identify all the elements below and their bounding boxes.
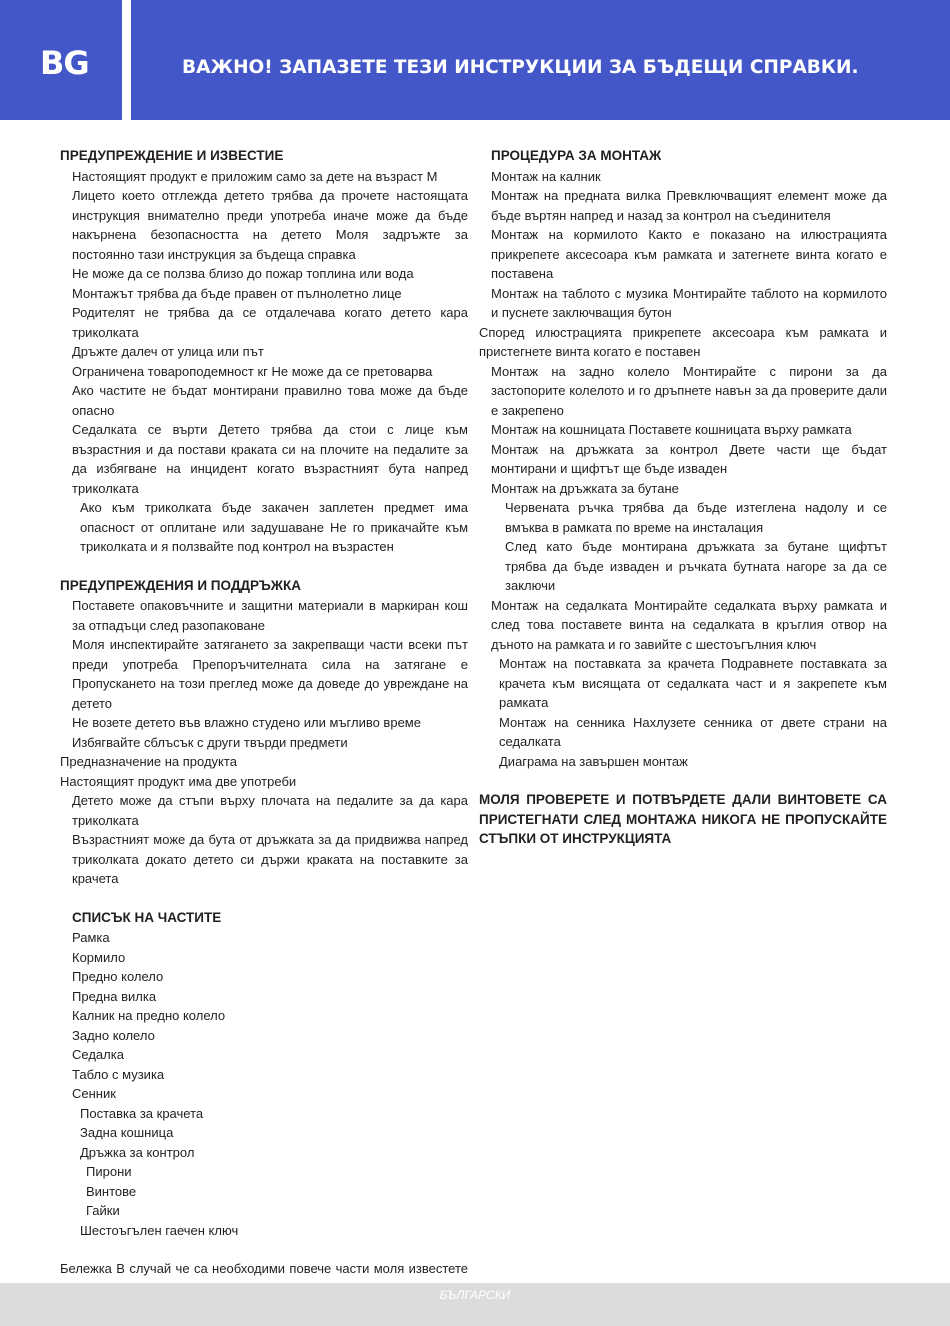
page-title: ВАЖНО! ЗАПАЗЕТЕ ТЕЗИ ИНСТРУКЦИИ ЗА БЪДЕЩИ СПРАВКИ. [182, 57, 859, 78]
maintenance-item: Поставете опаковъчните и защитни материали в маркиран кош за отпадъци след разопаковане [72, 598, 468, 633]
header-divider [122, 0, 131, 120]
part-item: Пирони [86, 1164, 132, 1179]
part-item: Гайки [86, 1203, 120, 1218]
left-column [60, 146, 468, 1298]
part-item: Поставка за крачета [80, 1105, 204, 1121]
part-item: Рамка [72, 930, 110, 945]
maintenance-item: Моля инспектирайте затягането за закрепващи части всеки път преди употреба Препоръчителната сила на затягане е Пропускането на този преглед може да доведе до увреждане на детето [72, 637, 468, 711]
part-item: Седалка [72, 1047, 124, 1062]
assembly-step: Монтаж на задно колело Монтирайте с пирони за да застопорите колелото и го дръпнете навън за да проверите дали е закрепено [491, 363, 887, 418]
warning-item: Ако частите не бъдат монтирани правилно това може да бъде опасно [72, 383, 468, 418]
part-item: Задна кошница [80, 1125, 174, 1140]
section-heading-assembly: ПРОЦЕДУРА ЗА МОНТАЖ [491, 148, 662, 163]
assembly-step: Монтаж на дръжката за бутане [491, 480, 679, 496]
assembly-step: Монтаж на дръжката за контрол Двете части ще бъдат монтирани и щифтът ще бъде изваден [491, 441, 887, 476]
purpose-item: Възрастният може да бута от дръжката за да придвижва напред триколката докато детето си държи краката на поставките за крачета [72, 832, 468, 886]
assembly-step: Монтаж на седалката Монтирайте седалката върху рамката и след това поставете винта на седалката в кръглия отвор на дъното на рамката и го завийте с шестоъгълния ключ [491, 597, 887, 652]
part-item: Предна вилка [72, 988, 157, 1004]
warning-item: Монтажът трябва да бъде правен от пълнолетно лице [72, 285, 402, 301]
language-code: BG [40, 44, 89, 82]
part-item: Шестоъгълен гаечен ключ [80, 1222, 239, 1238]
assembly-step: Монтаж на таблото с музика Монтирайте таблото на кормилото и пуснете заключващия бутон [491, 285, 887, 320]
final-notice: МОЛЯ ПРОВЕРЕТЕ И ПОТВЪРДЕТЕ ДАЛИ ВИНТОВЕТЕ СА ПРИСТЕГНАТИ СЛЕД МОНТАЖА НИКОГА НЕ ПРОПУСКАЙТЕ СТЪПКИ ОТ ИНСТРУКЦИЯТА [479, 792, 887, 846]
assembly-substep: Червената ръчка трябва да бъде изтеглена надолу и се вмъква в рамката по време на инсталация [505, 500, 887, 535]
assembly-substep: След като бъде монтирана дръжката за бутане щифтът трябва да бъде изваден и ръчката бутната нагоре за да се заключи [505, 539, 887, 593]
warning-item: Ограничена товароподемност кг Не може да се претоварва [72, 363, 433, 379]
maintenance-item: Избягвайте сблъсък с други твърди предмети [72, 734, 348, 750]
warning-item: Родителят не трябва да се отдалечава когато детето кара триколката [72, 305, 468, 340]
warning-item: Ако към триколката бъде закачен заплетен предмет има опасност от оплитане или задушаване Не го прикачайте към триколката и я ползвайте под контрол на възрастен [80, 500, 468, 554]
purpose-item: Детето може да стъпи върху плочата на педалите за да кара триколката [72, 793, 468, 828]
section-heading-parts: СПИСЪК НА ЧАСТИТЕ [72, 909, 222, 925]
assembly-step: Монтаж на кошницата Поставете кошницата върху рамката [491, 422, 852, 437]
assembly-step: Монтаж на калник [491, 168, 601, 184]
warning-item: Лицето което отглежда детето трябва да прочете настоящата инструкция внимателно преди употреба иначе може да бъде накърнена безопасността на детето Моля задръжте за постоянно тази инструкция за бъдеща справка [72, 188, 468, 262]
assembly-step: Монтаж на предната вилка Превключващият елемент може да бъде въртян напред и назад за контрол на съединителя [491, 188, 887, 223]
part-item: Задно колело [72, 1027, 155, 1043]
part-item: Табло с музика [72, 1066, 165, 1082]
maintenance-item: Не возете детето във влажно студено или мъгливо време [72, 715, 421, 730]
purpose-title: Предназначение на продукта [60, 754, 237, 769]
parts-note: Бележка В случай че са необходими повече части моля известете [60, 1261, 468, 1276]
warning-item: Настоящият продукт е приложим само за дете на възраст М [72, 168, 438, 184]
part-item: Дръжка за контрол [80, 1144, 195, 1160]
part-item: Калник на предно колело [72, 1008, 226, 1023]
assembly-step: Монтаж на кормилото Както е показано на илюстрацията прикрепете аксесоара към рамката и затегнете винта когато е поставена [491, 227, 887, 281]
part-item: Винтове [86, 1183, 137, 1199]
warning-item: Седалката се върти Детето трябва да стои с лице към възрастния и да постави краката си на плочите на педалите за да избягване на инцидент когато възрастният бута напред триколката [72, 422, 468, 496]
section-heading-maintenance: ПРЕДУПРЕЖДЕНИЯ И ПОДДРЪЖКА [60, 577, 301, 593]
purpose-intro: Настоящият продукт има две употреби [60, 773, 297, 789]
warning-item: Дръжте далеч от улица или път [72, 344, 264, 359]
part-item: Предно колело [72, 969, 164, 984]
footer-language-label: БЪЛГАРСКИ [439, 1288, 511, 1302]
header-banner [0, 0, 950, 120]
section-heading-warning: ПРЕДУПРЕЖДЕНИЕ И ИЗВЕСТИЕ [60, 148, 284, 163]
footer-bar [0, 1283, 950, 1326]
warning-item: Не може да се ползва близо до пожар топлина или вода [72, 266, 414, 281]
part-item: Кормило [72, 949, 126, 965]
assembly-step: Монтаж на поставката за крачета Подравнете поставката за крачета към висящата от седалката част и я закрепете към рамката [499, 656, 887, 710]
assembly-step: Монтаж на сенника Нахлузете сенника от двете страни на седалката [499, 714, 887, 749]
part-item: Сенник [72, 1086, 116, 1101]
right-column [479, 146, 887, 849]
assembly-step: Диаграма на завършен монтаж [499, 753, 688, 769]
assembly-step: Според илюстрацията прикрепете аксесоара към рамката и пристегнете винта когато е поставен [479, 324, 887, 359]
